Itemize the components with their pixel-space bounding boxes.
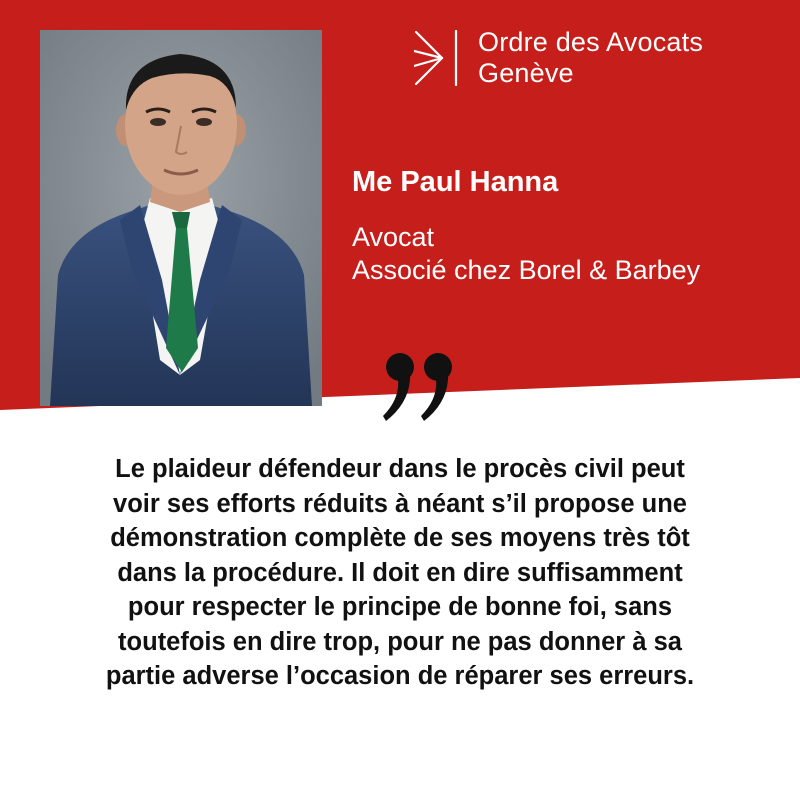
rays-logo-icon [414, 29, 464, 87]
person-role [352, 221, 700, 287]
quote-mark-icon [380, 345, 460, 427]
quote-line: partie adverse l’occasion de réparer ses erreurs. [105, 662, 695, 690]
quote-line: pour respecter le principe de bonne foi, sans [127, 593, 673, 621]
logo-line1: Ordre des Avocats [478, 27, 704, 57]
quote-line: démonstration complète de ses moyens très tôt [110, 524, 690, 552]
quote-line: toutefois en dire trop, pour ne pas donner à sa [118, 627, 682, 656]
logo-line2: Genève [478, 58, 574, 88]
role-title: Avocat [352, 222, 435, 252]
portrait-photo [40, 30, 322, 406]
bar-association-logo [414, 27, 774, 91]
quote-text [40, 452, 760, 694]
role-firm: Associé chez Borel & Barbey [352, 255, 701, 285]
person-name: Me Paul Hanna [352, 166, 559, 198]
quote-line: voir ses efforts réduits à néant s’il propose une [113, 489, 687, 518]
quote-line: Le plaideur défendeur dans le procès civil peut [115, 455, 685, 483]
quote-line: dans la procédure. Il doit en dire suffisamment [117, 558, 683, 587]
